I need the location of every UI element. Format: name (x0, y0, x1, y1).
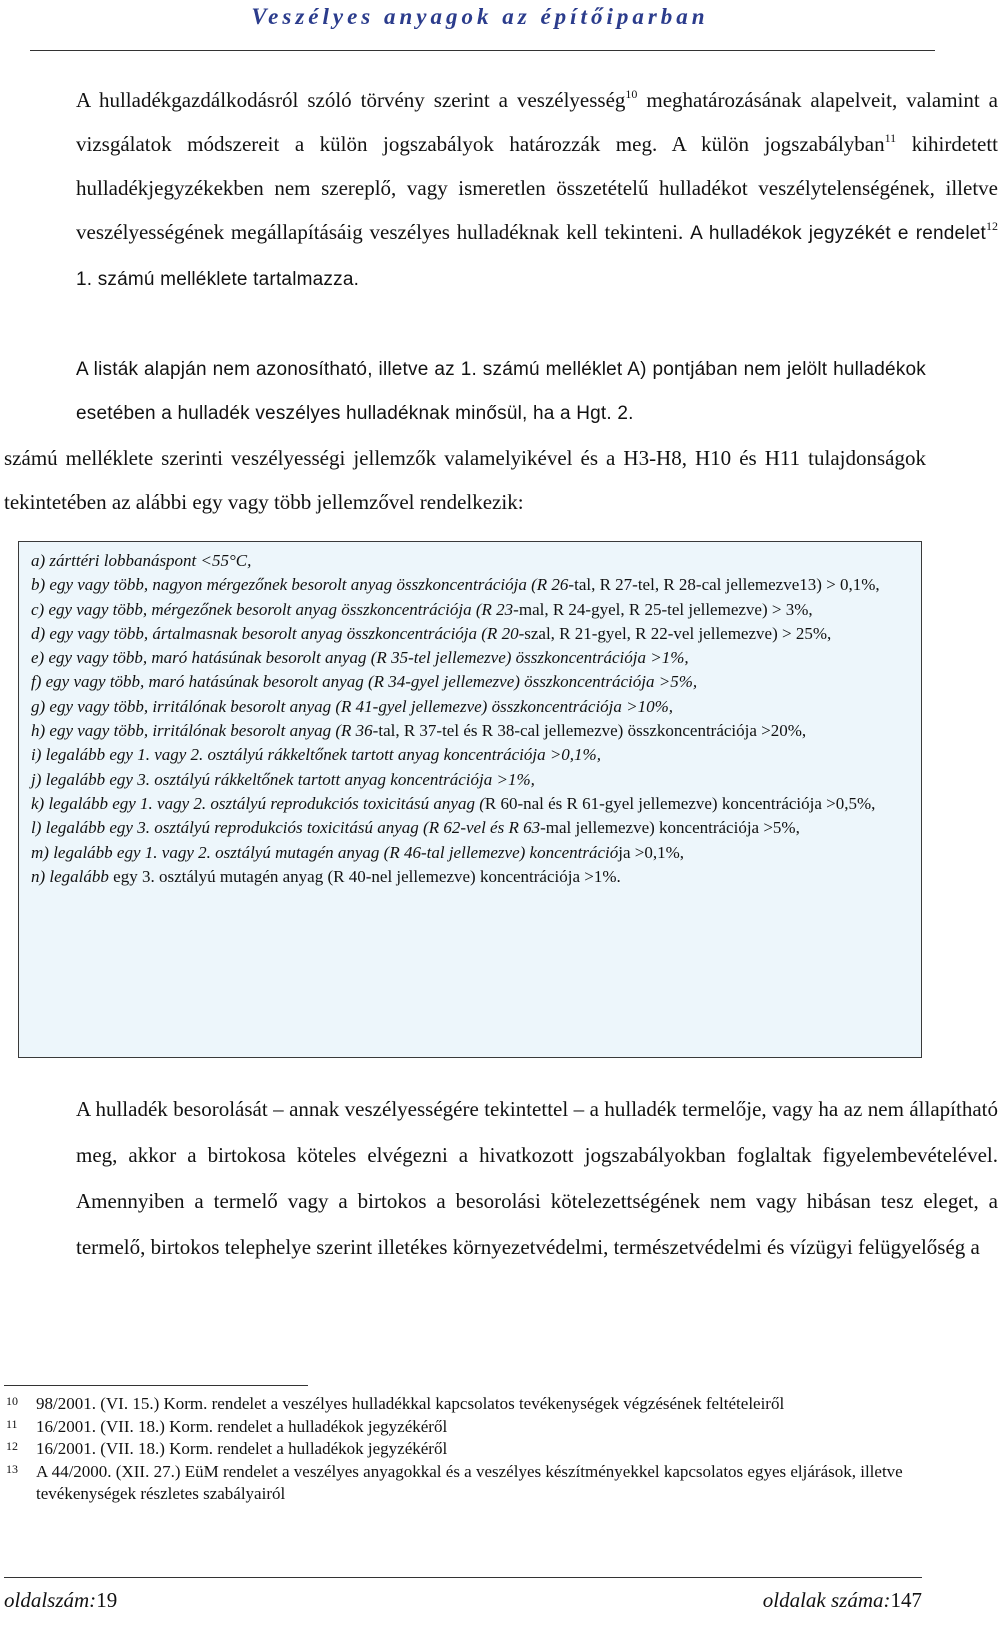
criteria-item-italic: j) legalább egy 3. osztályú rákkeltőnek tartott anyag koncentrációja >1%, (31, 769, 535, 789)
criteria-item-italic: i) legalább egy 1. vagy 2. osztályú rákkeltőnek tartott anyag koncentrációja >0,1%, (31, 745, 601, 765)
para1-text-e: 1. számú melléklete tartalmazza. (76, 269, 360, 290)
criteria-item (31, 768, 911, 792)
footnote-number: 13 (6, 1461, 18, 1476)
criteria-item-italic: l) legalább egy 3. osztályú reprodukciós toxicitású anyag (R 62-vel és R 63- (31, 818, 546, 838)
criteria-box (18, 541, 922, 1058)
paragraph-3: A hulladék besorolását – annak veszélyességére tekintettel – a hulladék termelője, vagy ha az nem állapítható meg, akkor a birtokosa köteles elvégezni a hivatkozott jogszabályokban foglaltak figyelembevételével. Amennyiben a termelő vagy a birtokos a besorolási kötelezettségének nem vagy hibásan tesz eleget, a termelő, birtokos telephelye szerint illetékes környezetvédelmi, természetvédelmi és vízügyi felügyelőség a (76, 1097, 998, 1259)
criteria-item-italic: f) egy vagy több, maró hatásúnak besorolt anyag (R 34-gyel jellemezve) összkoncentrációja >5%, (31, 672, 698, 692)
page-number (4, 1588, 117, 1613)
paragraph-1 (4, 78, 998, 302)
criteria-item (31, 792, 911, 816)
criteria-item-italic: h) egy vagy több, irritálónak besorolt anyag (R 36- (31, 721, 379, 741)
criteria-item-roman: tal, R 37-tel és R 38-cal jellemezve) összkoncentrációja >20%, (378, 721, 807, 741)
criteria-item (31, 670, 911, 694)
criteria-item-roman: ja >0,1%, (618, 842, 685, 862)
footnote-number: 11 (6, 1416, 18, 1431)
para2-text-b: számú melléklete szerinti veszélyességi jellemzők valamelyikével és a H3-H8, H10 és H11 tulajdonságok tekintetében az alábbi egy vagy több jellemzővel rendelkezik: (4, 446, 926, 514)
footnote-text: 16/2001. (VII. 18.) Korm. rendelet a hulladékok jegyzékéről (36, 1416, 448, 1436)
criteria-item-italic: a) zárttéri lobbanáspont <55°C, (31, 551, 252, 570)
criteria-item-italic: b) egy vagy több, nagyon mérgezőnek besorolt anyag összkoncentrációja (R 26- (31, 575, 575, 595)
criteria-list (31, 549, 911, 889)
paragraph-2 (4, 348, 926, 524)
criteria-item (31, 719, 911, 743)
footnote-ref-10: 10 (625, 87, 638, 101)
footnote (6, 1461, 922, 1506)
criteria-item (31, 573, 911, 597)
para1-text-a: A hulladékgazdálkodásról szóló törvény szerint a veszélyesség (76, 88, 626, 112)
criteria-item-italic: n) legalább (31, 866, 114, 886)
footnote-divider (4, 1385, 308, 1386)
criteria-item-italic: k) legalább egy 1. vagy 2. osztályú reprodukciós toxicitású anyag ( (31, 793, 485, 813)
footnote (6, 1438, 922, 1461)
criteria-item (31, 646, 911, 670)
criteria-item (31, 622, 911, 646)
footnote-ref-12: 12 (986, 219, 998, 233)
criteria-item (31, 841, 911, 865)
page-count-value: 147 (890, 1588, 922, 1612)
footnote-text: A 44/2000. (XII. 27.) EüM rendelet a veszélyes anyagokkal és a veszélyes készítményekkel kapcsolatos egyes eljárások, illetve tevékenységek részletes szabályairól (36, 1461, 903, 1503)
criteria-item-roman: R 60-nal és R 61-gyel jellemezve) koncentrációja >0,5%, (484, 793, 876, 813)
criteria-item-roman: egy 3. osztályú mutagén anyag (R 40-nel jellemezve) koncentrációja >1%. (113, 866, 621, 886)
criteria-item (31, 695, 911, 719)
footnote-text: 16/2001. (VII. 18.) Korm. rendelet a hulladékok jegyzékéről (36, 1439, 448, 1458)
criteria-item-italic: m) legalább egy 1. vagy 2. osztályú mutagén anyag (R 46-tal jellemezve) koncentráció (31, 842, 619, 862)
criteria-item-roman: mal jellemezve) koncentrációja >5%, (545, 818, 800, 838)
criteria-item-roman: mal, R 24-gyel, R 25-tel jellemezve) > 3%, (518, 599, 813, 619)
page-number-value: 19 (96, 1588, 118, 1612)
footnote (6, 1416, 922, 1439)
criteria-item-italic: e) egy vagy több, maró hatásúnak besorolt anyag (R 35-tel jellemezve) összkoncentrációja >1%, (31, 648, 689, 668)
page-count-label: oldalak száma: (762, 1588, 891, 1612)
footnotes (6, 1393, 922, 1506)
criteria-item-italic: g) egy vagy több, irritálónak besorolt anyag (R 41-gyel jellemezve) összkoncentrációja >10%, (31, 696, 674, 716)
criteria-item (31, 743, 911, 767)
footnote-number: 10 (6, 1394, 18, 1408)
para1-text-b: meghatározásának alapelveit, valamint a vizsgálatok módszereit a külön jogszabályok határozzák meg. A külön jogszabályban (76, 88, 998, 156)
criteria-item (31, 598, 911, 622)
para1-text-d: A hulladékok jegyzékét e rendelet (690, 223, 986, 244)
criteria-item (31, 549, 911, 573)
criteria-item-italic: d) egy vagy több, ártalmasnak besorolt anyag összkoncentrációja (R 20- (31, 623, 525, 643)
footnote-number: 12 (6, 1439, 18, 1453)
criteria-item (31, 865, 911, 889)
footnote-text: 98/2001. (VI. 15.) Korm. rendelet a veszélyes hulladékkal kapcsolatos tevékenységek végzésének feltételeiről (36, 1394, 785, 1413)
page-number-label: oldalszám: (4, 1588, 97, 1612)
running-header: Veszélyes anyagok az építőiparban (251, 4, 709, 29)
page-count (763, 1588, 922, 1613)
para1-text-c: kihirdetett hulladékjegyzékekben nem szereplő, vagy ismeretlen összetételű hulladékot veszélytelenségének, illetve veszélyességének megállapításáig veszélyes hulladéknak kell tekinteni. (76, 132, 998, 244)
header-divider (30, 50, 935, 51)
footer-divider (4, 1577, 922, 1578)
footnote-ref-11: 11 (884, 131, 897, 145)
criteria-item-italic: c) egy vagy több, mérgezőnek besorolt anyag összkoncentrációja (R 23- (31, 599, 519, 619)
para2-text-a: A listák alapján nem azonosítható, illetve az 1. számú melléklet A) pontjában nem jelölt hulladékok esetében a hulladék veszélyes hulladéknak minősül, ha a Hgt. 2. (76, 359, 926, 424)
footnote (6, 1393, 922, 1416)
criteria-item-roman: szal, R 21-gyel, R 22-vel jellemezve) > 25%, (524, 623, 832, 643)
criteria-item-roman: tal, R 27-tel, R 28-cal jellemezve13) > 0,1%, (574, 575, 880, 595)
criteria-item (31, 816, 911, 840)
